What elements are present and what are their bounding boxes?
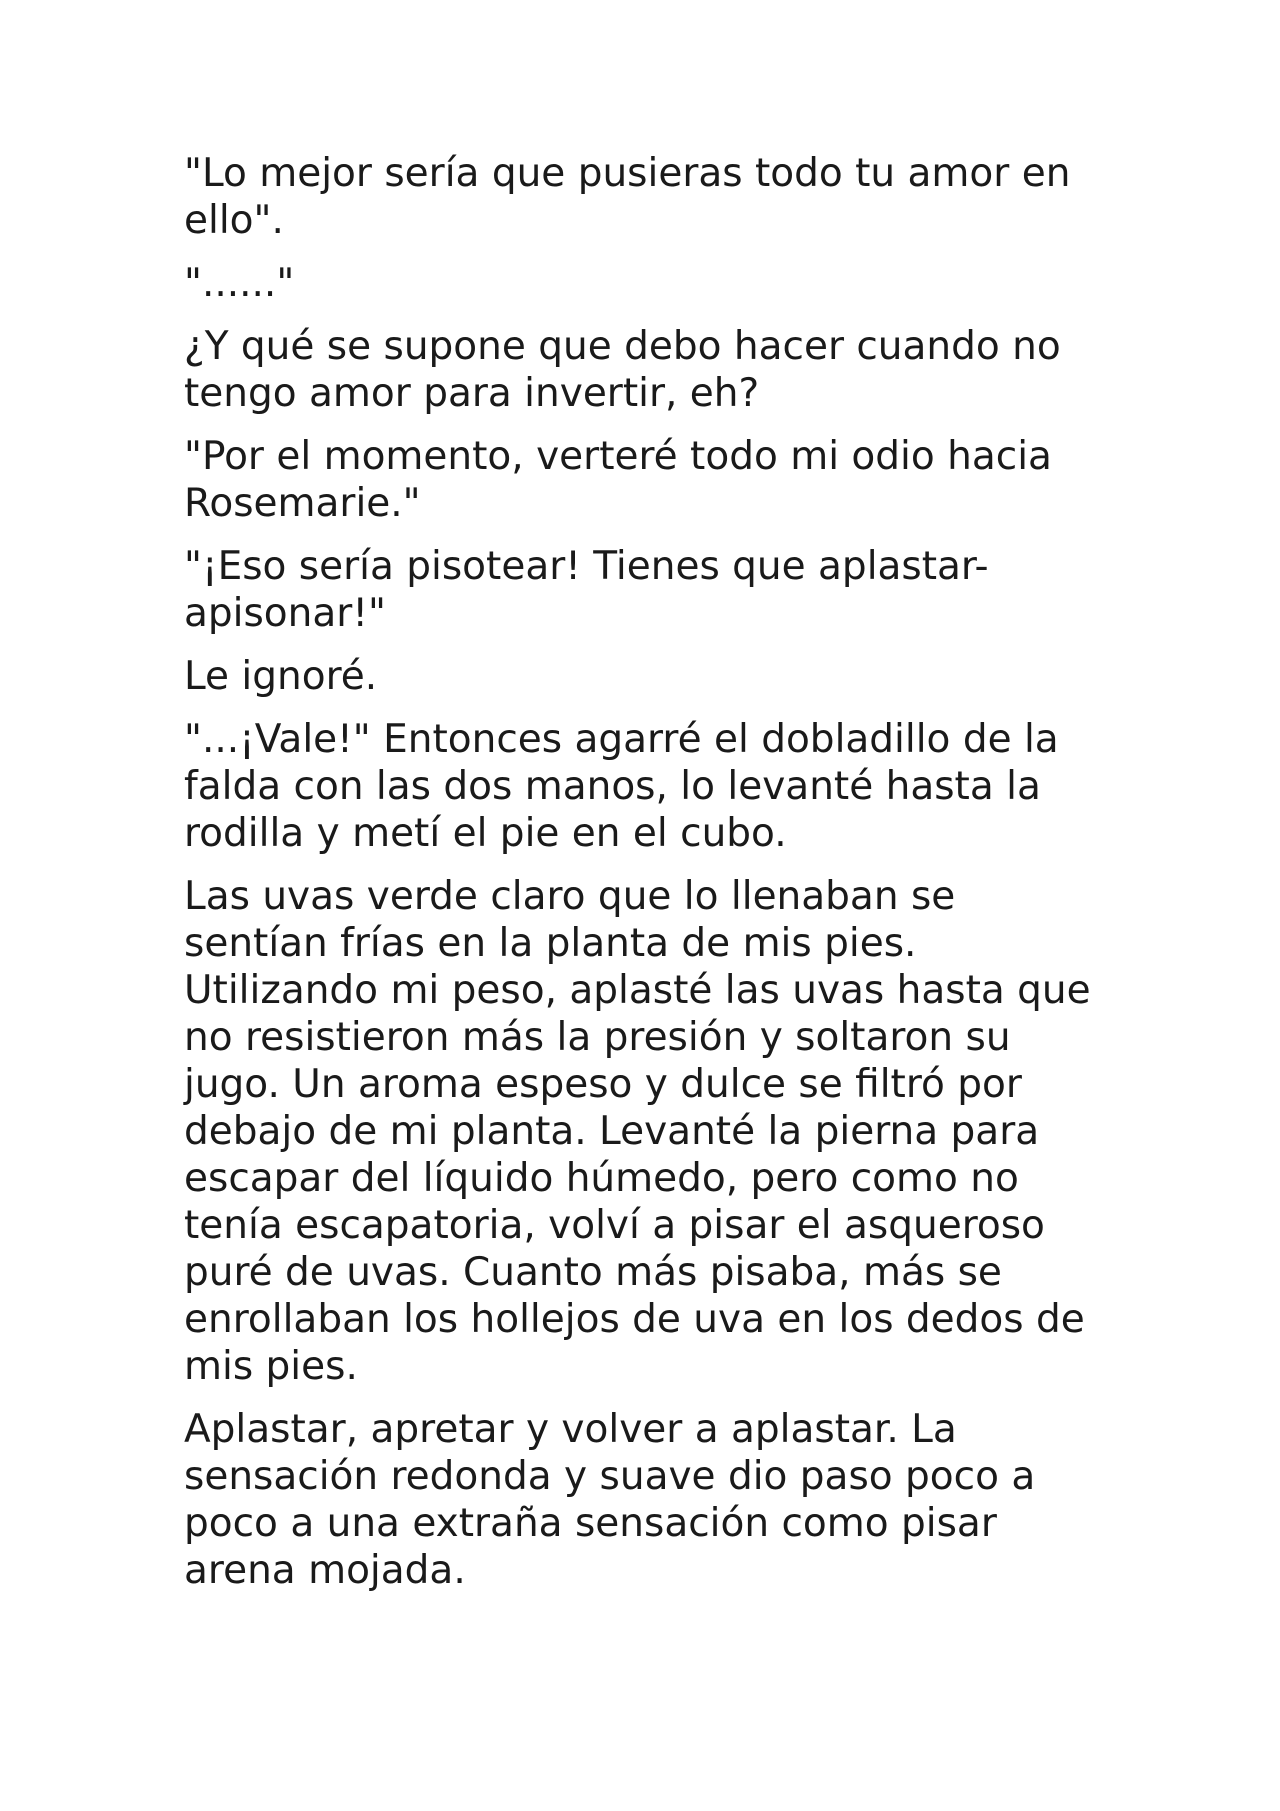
paragraph-4: "Por el momento, verteré todo mi odio hacia Rosemarie."	[184, 434, 1052, 526]
paragraph-9: Aplastar, apretar y volver a aplastar. La sensación redonda y suave dio paso poco a poco a una extraña sensación como pisar arena mojada.	[184, 1407, 1036, 1593]
paragraph-2: "......"	[184, 261, 295, 306]
paragraph-7: "...¡Vale!" Entonces agarré el dobladillo de la falda con las dos manos, lo levanté hasta la rodilla y metí el pie en el cubo.	[184, 717, 1059, 856]
paragraph-5: "¡Eso sería pisotear! Tienes que aplastar- apisonar!"	[184, 544, 989, 636]
paragraph-6: Le ignoré.	[184, 654, 378, 699]
paragraph-3: ¿Y qué se supone que debo hacer cuando no tengo amor para invertir, eh?	[184, 324, 1061, 416]
paragraph-8: Las uvas verde claro que lo llenaban se sentían frías en la planta de mis pies. Utilizando mi peso, aplasté las uvas hasta que no resistieron más la presión y soltaron su jugo. Un aroma espeso y dulce se filtró por debajo de mi planta. Levanté la pierna para escapar del líquido húmedo, pero como no tenía escapatoria, volví a pisar el asqueroso puré de uvas. Cuanto más pisaba, más se enrollaban los hollejos de uva en los dedos de mis pies.	[184, 874, 1091, 1389]
text-body	[184, 150, 1114, 1610]
paragraph-1: "Lo mejor sería que pusieras todo tu amor en ello".	[184, 151, 1071, 243]
